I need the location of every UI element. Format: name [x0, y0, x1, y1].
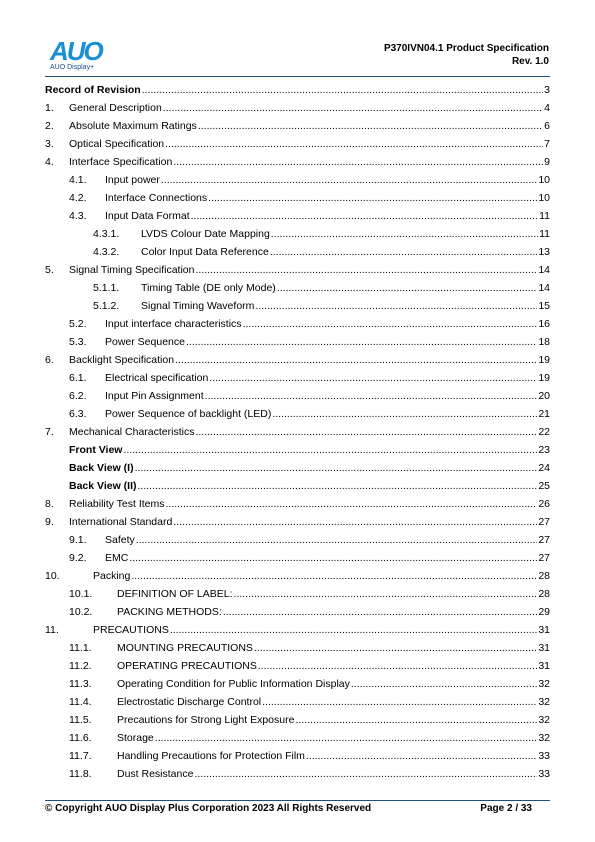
toc-entry[interactable] [45, 729, 550, 747]
toc-entry-number: 11. [45, 624, 59, 636]
toc-entry[interactable] [45, 549, 550, 567]
toc-entry-number: 11.3. [69, 678, 92, 690]
toc-entry-page: 23 [538, 444, 550, 456]
toc-entry-title: DEFINITION OF LABEL: [117, 588, 233, 600]
toc-entry-number: 9.1. [69, 534, 87, 546]
toc-entry-number: 3. [45, 138, 54, 150]
toc-entry-page: 33 [538, 750, 550, 762]
toc-entry[interactable] [45, 513, 550, 531]
toc-entry-page: 4 [544, 102, 550, 114]
toc-leader-dots [195, 423, 537, 441]
toc-entry-number: 5.2. [69, 318, 87, 330]
toc-entry-number: 11.2. [69, 660, 92, 672]
toc-entry-number: 11.7. [69, 750, 92, 762]
toc-entry-title: Storage [117, 732, 154, 744]
toc-entry-page: 6 [544, 120, 550, 132]
table-of-contents [45, 81, 550, 783]
toc-entry[interactable] [45, 639, 550, 657]
toc-entry-title: Timing Table (DE only Mode) [141, 282, 276, 294]
logo-tagline: AUO Display+ [50, 64, 95, 71]
toc-leader-dots [123, 441, 537, 459]
toc-entry-number: 1. [45, 102, 54, 114]
toc-entry[interactable] [45, 765, 550, 783]
toc-leader-dots [142, 81, 543, 99]
company-logo [50, 38, 120, 76]
toc-leader-dots [165, 135, 543, 153]
toc-entry[interactable] [45, 369, 550, 387]
toc-entry-page: 20 [538, 390, 550, 402]
toc-entry-title: Color Input Data Reference [141, 246, 269, 258]
toc-entry[interactable] [45, 387, 550, 405]
document-title: P370IVN04.1 Product Specification [383, 43, 549, 54]
toc-entry[interactable] [45, 585, 550, 603]
toc-entry[interactable] [45, 621, 550, 639]
toc-entry[interactable] [45, 297, 550, 315]
toc-entry-page: 9 [544, 156, 550, 168]
toc-entry-page: 18 [538, 336, 550, 348]
toc-entry[interactable] [45, 441, 550, 459]
toc-entry-number: 4.1. [69, 174, 87, 186]
toc-entry-title: Input interface characteristics [105, 318, 242, 330]
toc-entry[interactable] [45, 459, 550, 477]
toc-leader-dots [208, 189, 537, 207]
toc-leader-dots [277, 279, 538, 297]
toc-entry-title: Interface Connections [105, 192, 208, 204]
toc-leader-dots [135, 459, 538, 477]
toc-leader-dots [136, 531, 538, 549]
toc-entry[interactable] [45, 135, 550, 153]
toc-entry-page: 13 [538, 246, 550, 258]
toc-leader-dots [243, 315, 538, 333]
toc-entry[interactable] [45, 99, 550, 117]
toc-entry[interactable] [45, 279, 550, 297]
toc-entry[interactable] [45, 351, 550, 369]
header-divider [45, 76, 550, 77]
toc-entry-title: Record of Revision [45, 84, 141, 96]
toc-entry-title: Packing [93, 570, 131, 582]
toc-entry-page: 14 [538, 282, 550, 294]
toc-entry-number: 4.2. [69, 192, 87, 204]
toc-entry-page: 33 [538, 768, 550, 780]
toc-entry-title: Signal Timing Specification [69, 264, 195, 276]
toc-leader-dots [258, 657, 537, 675]
toc-entry[interactable] [45, 315, 550, 333]
toc-entry[interactable] [45, 657, 550, 675]
toc-entry-title: Front View [69, 444, 123, 456]
toc-entry-page: 28 [538, 570, 550, 582]
toc-entry-title: Input Data Format [105, 210, 190, 222]
toc-entry-page: 28 [538, 588, 550, 600]
toc-entry-number: 11.5. [69, 714, 92, 726]
toc-leader-dots [195, 261, 537, 279]
toc-entry[interactable] [45, 495, 550, 513]
toc-entry[interactable] [45, 603, 550, 621]
toc-leader-dots [155, 729, 538, 747]
toc-entry[interactable] [45, 693, 550, 711]
toc-entry-number: 10. [45, 570, 60, 582]
toc-leader-dots [205, 387, 538, 405]
toc-leader-dots [175, 351, 537, 369]
toc-entry-title: OPERATING PRECAUTIONS [117, 660, 257, 672]
toc-entry[interactable] [45, 531, 550, 549]
toc-entry-number: 11.8. [69, 768, 92, 780]
toc-leader-dots [272, 405, 537, 423]
toc-entry[interactable] [45, 711, 550, 729]
toc-entry-number: 10.2. [69, 606, 93, 618]
toc-leader-dots [254, 639, 537, 657]
toc-entry-page: 32 [538, 678, 550, 690]
toc-entry[interactable] [45, 207, 550, 225]
toc-entry-title: Operating Condition for Public Information Display [117, 678, 350, 690]
toc-leader-dots [295, 711, 537, 729]
toc-entry-number: 4. [45, 156, 54, 168]
toc-leader-dots [209, 369, 537, 387]
toc-leader-dots [161, 171, 537, 189]
toc-leader-dots [186, 333, 537, 351]
toc-entry-page: 32 [538, 732, 550, 744]
toc-entry-number: 6.1. [69, 372, 87, 384]
toc-entry-title: PRECAUTIONS [93, 624, 169, 636]
toc-entry-page: 27 [538, 516, 550, 528]
toc-entry-number: 4.3.2. [93, 246, 120, 258]
toc-entry-number: 11.4. [69, 696, 92, 708]
toc-entry-number: 5. [45, 264, 54, 276]
toc-leader-dots [166, 495, 538, 513]
toc-entry-number: 7. [45, 426, 54, 438]
toc-entry-title: PACKING METHODS: [117, 606, 222, 618]
toc-entry-number: 9. [45, 516, 54, 528]
toc-entry-title: International Standard [69, 516, 173, 528]
toc-entry-page: 31 [538, 624, 550, 636]
toc-entry[interactable] [45, 171, 550, 189]
toc-entry-number: 5.1.2. [93, 300, 120, 312]
toc-entry-page: 11 [539, 228, 550, 240]
toc-entry-number: 9.2. [69, 552, 87, 564]
toc-entry-title: Precautions for Strong Light Exposure [117, 714, 295, 726]
toc-entry[interactable] [45, 261, 550, 279]
toc-leader-dots [173, 153, 543, 171]
toc-entry[interactable] [45, 747, 550, 765]
toc-entry-page: 10 [538, 192, 550, 204]
toc-entry-page: 10 [538, 174, 550, 186]
toc-entry-number: 5.1.1. [93, 282, 120, 294]
toc-entry[interactable] [45, 189, 550, 207]
toc-entry-page: 16 [538, 318, 550, 330]
toc-entry[interactable] [45, 423, 550, 441]
toc-leader-dots [163, 99, 543, 117]
toc-leader-dots [173, 513, 537, 531]
toc-entry-number: 11.1. [69, 642, 92, 654]
logo-mark: AUO [50, 36, 102, 66]
toc-entry-page: 15 [538, 300, 550, 312]
toc-entry-page: 29 [538, 606, 550, 618]
toc-entry-page: 14 [538, 264, 550, 276]
toc-leader-dots [129, 549, 537, 567]
toc-entry[interactable] [45, 477, 550, 495]
toc-leader-dots [131, 567, 537, 585]
toc-entry-title: Optical Specification [69, 138, 165, 150]
toc-entry-title: Handling Precautions for Protection Film [117, 750, 305, 762]
toc-entry[interactable] [45, 243, 550, 261]
document-header [384, 42, 549, 68]
toc-entry-title: EMC [105, 552, 129, 564]
toc-entry-page: 7 [544, 138, 550, 150]
toc-entry-title: Mechanical Characteristics [69, 426, 195, 438]
footer-page-number: Page 2 / 33 [480, 803, 532, 814]
toc-entry-title: MOUNTING PRECAUTIONS [117, 642, 253, 654]
toc-entry[interactable] [45, 567, 550, 585]
toc-entry-page: 11 [539, 210, 550, 222]
toc-leader-dots [138, 477, 538, 495]
toc-entry-page: 31 [538, 642, 550, 654]
toc-leader-dots [170, 621, 537, 639]
toc-entry-title: Back View (II) [69, 480, 137, 492]
toc-entry-title: Power Sequence [105, 336, 185, 348]
toc-entry-title: Interface Specification [69, 156, 173, 168]
toc-entry-page: 24 [538, 462, 550, 474]
toc-entry[interactable] [45, 153, 550, 171]
toc-entry-title: Back View (I) [69, 462, 134, 474]
toc-entry[interactable] [45, 405, 550, 423]
toc-leader-dots [262, 693, 537, 711]
toc-entry[interactable] [45, 225, 550, 243]
toc-entry-title: Power Sequence of backlight (LED) [105, 408, 272, 420]
toc-entry-page: 31 [538, 660, 550, 672]
toc-entry-title: Signal Timing Waveform [141, 300, 255, 312]
toc-entry-number: 10.1. [69, 588, 93, 600]
toc-leader-dots [270, 243, 537, 261]
toc-entry-title: Input power [105, 174, 160, 186]
toc-entry-page: 19 [538, 372, 550, 384]
toc-entry-page: 22 [538, 426, 550, 438]
toc-entry-number: 6.3. [69, 408, 87, 420]
footer-copyright: © Copyright AUO Display Plus Corporation 2023 All Rights Reserved [45, 803, 372, 814]
toc-entry-page: 32 [538, 696, 550, 708]
toc-leader-dots [191, 207, 538, 225]
toc-entry-number: 4.3.1. [93, 228, 120, 240]
toc-entry-number: 5.3. [69, 336, 87, 348]
toc-leader-dots [194, 765, 537, 783]
toc-entry-page: 32 [538, 714, 550, 726]
toc-entry-title: Electrostatic Discharge Control [117, 696, 262, 708]
toc-entry-title: Absolute Maximum Ratings [69, 120, 197, 132]
toc-entry-page: 25 [538, 480, 550, 492]
toc-entry-title: General Description [69, 102, 162, 114]
toc-leader-dots [271, 225, 538, 243]
toc-entry-number: 2. [45, 120, 54, 132]
toc-leader-dots [255, 297, 537, 315]
toc-leader-dots [198, 117, 543, 135]
toc-entry-title: Electrical specification [105, 372, 209, 384]
toc-entry-number: 6.2. [69, 390, 87, 402]
toc-entry-page: 3 [544, 84, 550, 96]
toc-entry-number: 8. [45, 498, 54, 510]
toc-leader-dots [223, 603, 537, 621]
toc-entry[interactable] [45, 117, 550, 135]
toc-entry-number: 11.6. [69, 732, 92, 744]
toc-leader-dots [306, 747, 537, 765]
toc-entry-title: Input Pin Assignment [105, 390, 204, 402]
toc-entry-page: 21 [538, 408, 550, 420]
toc-entry-page: 27 [538, 534, 550, 546]
toc-entry-title: Safety [105, 534, 135, 546]
toc-leader-dots [234, 585, 538, 603]
toc-entry-title: Backlight Specification [69, 354, 175, 366]
toc-entry-page: 26 [538, 498, 550, 510]
toc-entry-page: 19 [538, 354, 550, 366]
toc-entry[interactable] [45, 333, 550, 351]
toc-entry-title: Reliability Test Items [69, 498, 165, 510]
toc-entry-number: 4.3. [69, 210, 87, 222]
toc-entry[interactable] [45, 81, 550, 99]
toc-entry-number: 6. [45, 354, 54, 366]
toc-entry[interactable] [45, 675, 550, 693]
document-revision: Rev. 1.0 [511, 56, 549, 67]
toc-entry-title: LVDS Colour Date Mapping [141, 228, 270, 240]
toc-entry-page: 27 [538, 552, 550, 564]
footer-divider [45, 800, 550, 801]
toc-leader-dots [351, 675, 537, 693]
toc-entry-title: Dust Resistance [117, 768, 194, 780]
